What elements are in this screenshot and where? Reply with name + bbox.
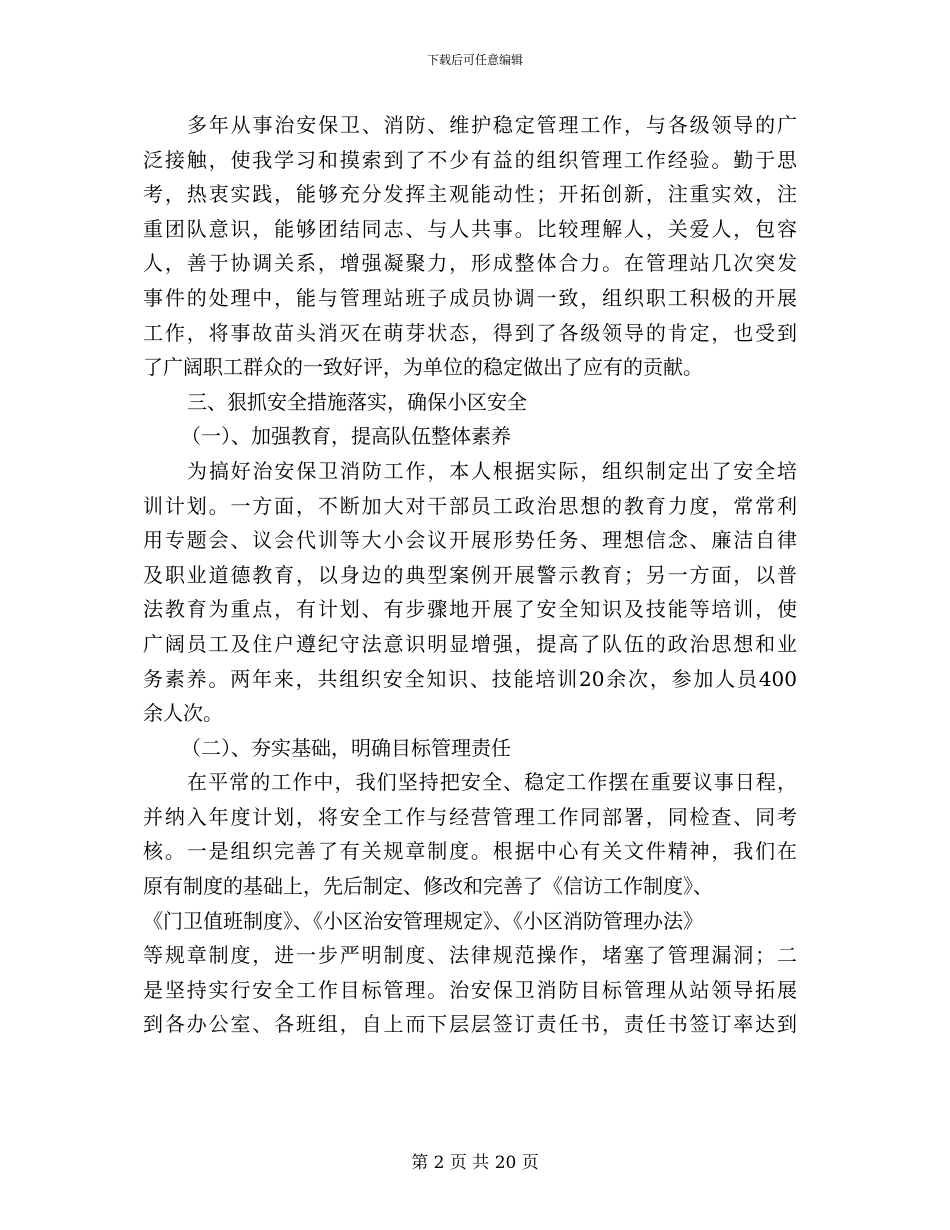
paragraph-line: 是坚持实行安全工作目标管理。治安保卫消防目标管理从站领导拓展	[143, 977, 797, 1002]
subsection-heading: （一）、加强教育，提高队伍整体素养	[181, 424, 511, 449]
paragraph-line: 并纳入年度计划，将安全工作与经营管理工作同部署，同检查、同考	[143, 804, 797, 829]
paragraph-line: 多年从事治安保卫、消防、维护稳定管理工作，与各级领导的广	[187, 113, 797, 137]
paragraph-line: 《门卫值班制度》、《小区治安管理规定》、《小区消防管理办法》	[143, 908, 703, 933]
paragraph-line: 核。一是组织完善了有关规章制度。根据中心有关文件精神，我们在	[143, 839, 797, 864]
paragraph-line: 法教育为重点，有计划、有步骤地开展了安全知识及技能等培训，使	[143, 597, 797, 622]
subsection-heading: （二）、夯实基础，明确目标管理责任	[181, 735, 511, 760]
paragraph-line: 余人次。	[143, 701, 223, 726]
section-heading: 三、狠抓安全措施落实，确保小区安全	[187, 389, 527, 414]
paragraph-line: 泛接触，使我学习和摸索到了不少有益的组织管理工作经验。勤于思	[143, 147, 797, 172]
paragraph-line: 人，善于协调关系，增强凝聚力，形成整体合力。在管理站几次突发	[143, 251, 797, 276]
document-body	[143, 108, 797, 1042]
paragraph-line: 广阔员工及住户遵纪守法意识明显增强，提高了队伍的政治思想和业	[143, 631, 797, 656]
paragraph-line: 务素养。两年来，共组织安全知识、技能培训20余次，参加人员400	[143, 666, 797, 691]
paragraph-line: 等规章制度，进一步严明制度、法律规范操作，堵塞了管理漏洞；二	[143, 943, 797, 968]
paragraph-line: 在平常的工作中，我们坚持把安全、稳定工作摆在重要议事日程，	[187, 770, 797, 795]
paragraph-line: 原有制度的基础上，先后制定、修改和完善了《信访工作制度》、	[143, 874, 713, 899]
paragraph-line: 为搞好治安保卫消防工作，本人根据实际，组织制定出了安全培	[187, 458, 797, 483]
paragraph-line: 工作，将事故苗头消灭在萌芽状态，得到了各级领导的肯定，也受到	[143, 320, 797, 345]
paragraph-line: 及职业道德教育，以身边的典型案例开展警示教育；另一方面，以普	[143, 562, 797, 587]
paragraph-line: 了广阔职工群众的一致好评，为单位的稳定做出了应有的贡献。	[143, 355, 703, 380]
page-header: 下载后可任意编辑	[426, 53, 523, 67]
paragraph-line: 事件的处理中，能与管理站班子成员协调一致，组织职工积极的开展	[143, 285, 797, 310]
paragraph-line: 考，热衷实践，能够充分发挥主观能动性；开拓创新，注重实效，注	[143, 182, 797, 207]
paragraph-line: 到各办公室、各班组，自上而下层层签订责任书，责任书签订率达到	[143, 1012, 797, 1037]
page-number: 第 2 页 共 20 页	[411, 1153, 539, 1173]
paragraph-line: 训计划。一方面，不断加大对干部员工政治思想的教育力度，常常利	[143, 493, 797, 518]
paragraph-line: 重团队意识，能够团结同志、与人共事。比较理解人，关爱人，包容	[143, 216, 797, 241]
paragraph-line: 用专题会、议会代训等大小会议开展形势任务、理想信念、廉洁自律	[143, 528, 797, 553]
